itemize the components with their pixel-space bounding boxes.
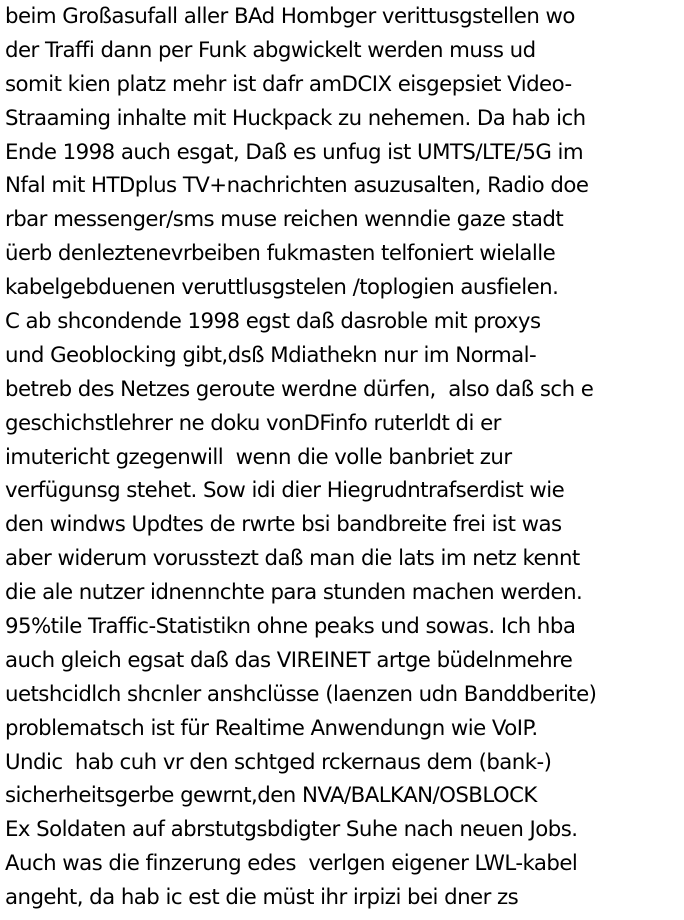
text-line: der Traffi dann per Funk abgwickelt werden muss ud — [5, 37, 536, 63]
text-line: den windws Updtes de rwrte bsi bandbreite frei ist was — [5, 512, 562, 538]
text-line: Ende 1998 auch esgat, Daß es unfug ist UMTS/LTE/5G im — [5, 139, 584, 165]
text-line: Ex Soldaten auf abrstutgsbdigter Suhe nach neuen Jobs. — [5, 817, 578, 843]
text-line: sicherheitsgerbe gewrnt,den NVA/BALKAN/OSBLOCK — [5, 783, 537, 809]
text-line: somit kien platz mehr ist dafr amDCIX eisgepsiet Video- — [5, 71, 572, 97]
text-line: betreb des Netzes geroute werdne dürfen, also daß sch e — [5, 376, 594, 402]
text-line: Undic hab cuh vr den schtged rckernaus dem (bank-) — [5, 749, 552, 775]
text-line: angeht, da hab ic est die müst ihr irpizi bei dner zs — [5, 885, 519, 911]
text-line: geschichstlehrer ne doku vonDFinfo ruterldt di er — [5, 410, 501, 436]
text-line: üerb denleztenevrbeiben fukmasten telfoniert wielalle — [5, 241, 556, 267]
text-line: problematsch ist für Realtime Anwendungn wie VoIP. — [5, 715, 538, 741]
text-line: aber widerum vorusstezt daß man die lats im netz kennt — [5, 546, 580, 572]
text-line: Straaming inhalte mit Huckpack zu nehemen. Da hab ich — [5, 105, 586, 131]
text-line: verfügunsg stehet. Sow idi dier Hiegrudntrafserdist wie — [5, 478, 565, 504]
text-line: C ab shcondende 1998 egst daß dasroble mit proxys — [5, 309, 541, 335]
text-line: und Geoblocking gibt,dsß Mdiathekn nur im Normal- — [5, 342, 537, 368]
text-line: auch gleich egsat daß das VIREINET artge büdelnmehre — [5, 647, 573, 673]
text-line: Auch was die finzerung edes verlgen eigener LWL-kabel — [5, 851, 578, 877]
document-body-text — [5, 0, 684, 915]
text-line: Nfal mit HTDplus TV+nachrichten asuzusalten, Radio doe — [5, 173, 589, 199]
text-line: beim Großasufall aller BAd Hombger verittusgstellen wo — [5, 4, 575, 29]
text-line: imutericht gzegenwill wenn die volle banbriet zur — [5, 444, 512, 470]
text-line: 95%tile Traffic-Statistikn ohne peaks und sowas. Ich hba — [5, 614, 576, 640]
text-line: uetshcidlch shcnler anshclüsse (laenzen udn Banddberite) — [5, 681, 597, 707]
text-line: rbar messenger/sms muse reichen wenndie gaze stadt — [5, 207, 564, 233]
text-line: kabelgebduenen veruttlusgstelen /toplogien ausfielen. — [5, 275, 559, 301]
text-line: die ale nutzer idnennchte para stunden machen werden. — [5, 580, 583, 606]
